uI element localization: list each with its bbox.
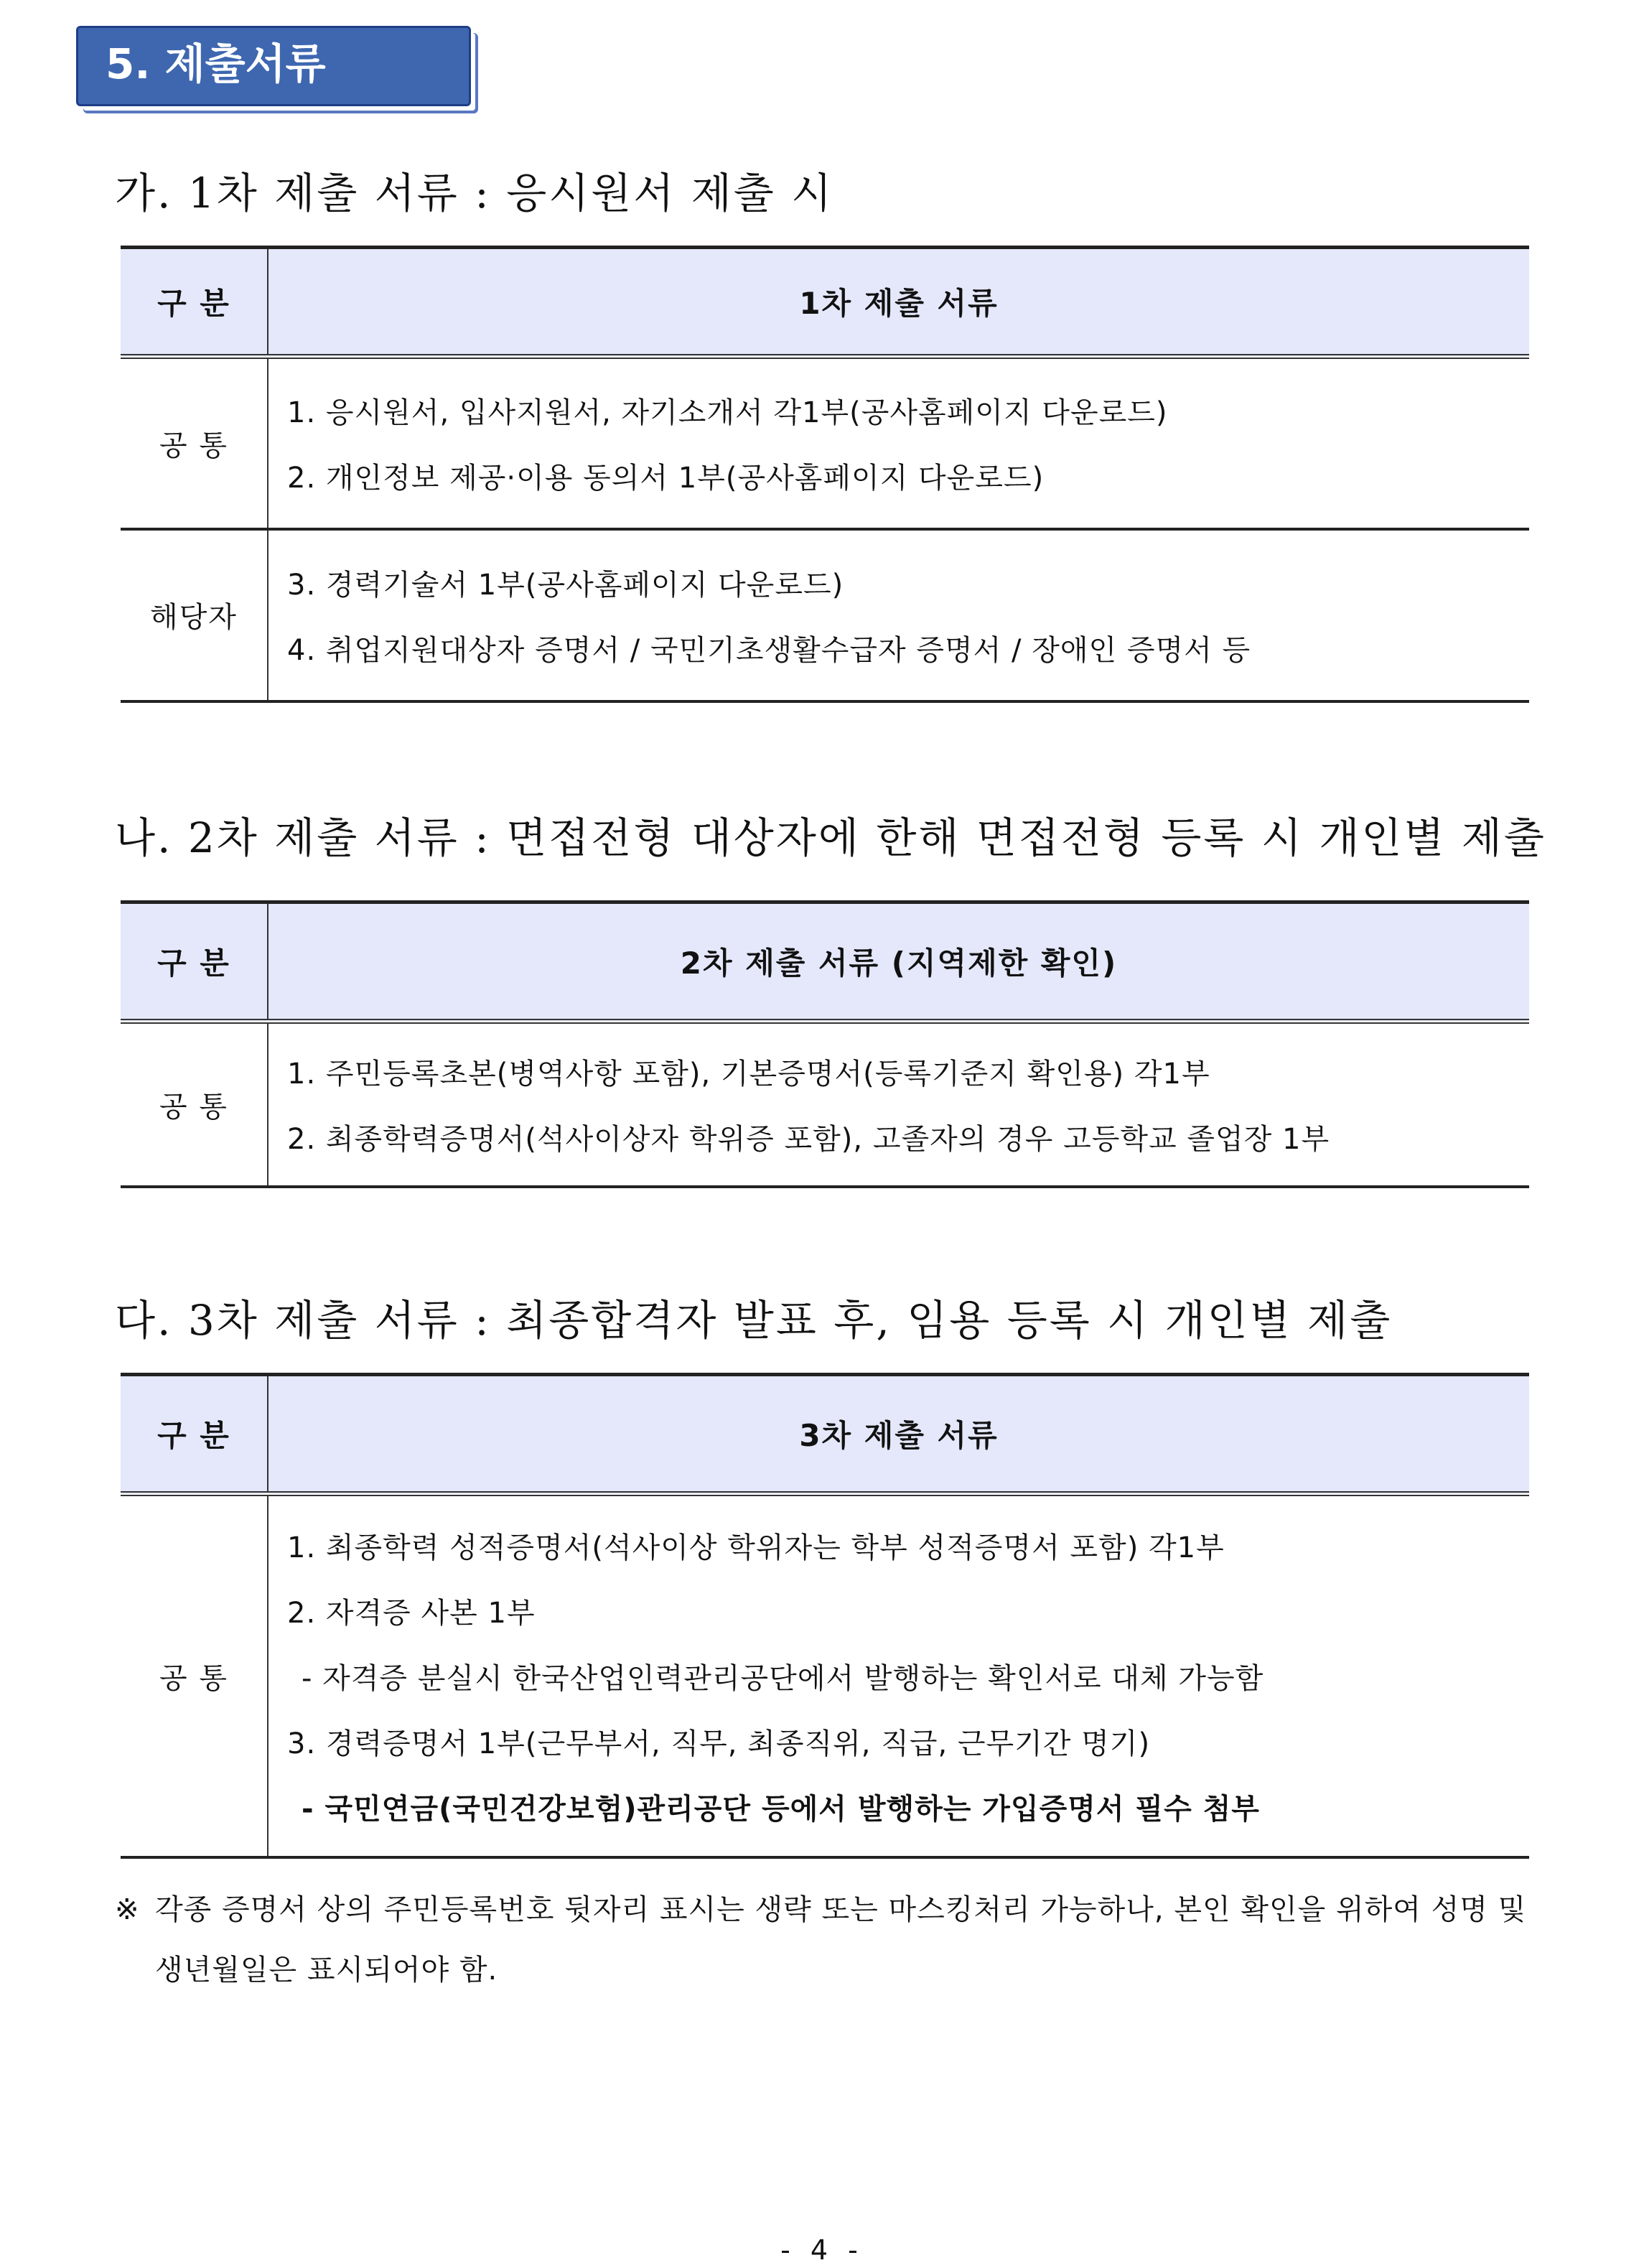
- table-first-submission: [121, 246, 1529, 703]
- header-category: 구 분: [121, 248, 268, 357]
- note-line-1: 각종 증명서 상의 주민등록번호 뒷자리 표시는 생략 또는 마스킹처리 가능하나, 본인 확인을 위하여 성명 및: [155, 1893, 1527, 1926]
- row-docs: [268, 1022, 1529, 1187]
- doc-line: 2. 자격증 사본 1부: [287, 1596, 536, 1630]
- header-category: 구 분: [121, 902, 268, 1022]
- row-category: 공 통: [121, 357, 268, 529]
- header-docs: 2차 제출 서류 (지역제한 확인): [268, 902, 1529, 1022]
- table-row: [121, 1494, 1529, 1857]
- row-category: 해당자: [121, 529, 268, 701]
- header-docs: 3차 제출 서류: [268, 1375, 1529, 1494]
- row-category: 공 통: [121, 1494, 268, 1857]
- section-heading-2: 나. 2차 제출 서류 : 면접전형 대상자에 한해 면접전형 등록 시 개인별 제출: [115, 813, 1546, 862]
- note-line-2: 생년월일은 표시되어야 함.: [155, 1954, 498, 1987]
- row-docs: [268, 529, 1529, 701]
- doc-line: 2. 개인정보 제공·이용 동의서 1부(공사홈페이지 다운로드): [287, 462, 1045, 495]
- page-title: 5. 제출서류: [76, 26, 471, 106]
- table-row: [121, 1022, 1529, 1187]
- table-row: [121, 529, 1529, 701]
- doc-line: 4. 취업지원대상자 증명서 / 국민기초생활수급자 증명서 / 장애인 증명서 등: [287, 633, 1251, 667]
- table-third-submission: [121, 1373, 1529, 1859]
- doc-subline-emphasis: - 국민연금(국민건강보험)관리공단 등에서 발행하는 가입증명서 필수 첨부: [302, 1792, 1260, 1826]
- doc-line: 1. 주민등록초본(병역사항 포함), 기본증명서(등록기준지 확인용) 각1부: [287, 1058, 1210, 1091]
- footnote: [115, 1880, 1533, 2000]
- table-row: [121, 357, 1529, 529]
- table-second-submission: [121, 900, 1529, 1188]
- table-header-row: [121, 1375, 1529, 1494]
- page-number: - 4 -: [780, 2234, 864, 2266]
- doc-line: 1. 응시원서, 입사지원서, 자기소개서 각1부(공사홈페이지 다운로드): [287, 396, 1168, 430]
- section-heading-3: 다. 3차 제출 서류 : 최종합격자 발표 후, 임용 등록 시 개인별 제출: [115, 1296, 1393, 1345]
- row-category: 공 통: [121, 1022, 268, 1187]
- doc-line: 2. 최종학력증명서(석사이상자 학위증 포함), 고졸자의 경우 고등학교 졸업장 1부: [287, 1123, 1330, 1157]
- table-header-row: [121, 248, 1529, 357]
- doc-subline: - 자격증 분실시 한국산업인력관리공단에서 발행하는 확인서로 대체 가능함: [302, 1661, 1264, 1695]
- header-docs: 1차 제출 서류: [268, 248, 1529, 357]
- doc-line: 1. 최종학력 성적증명서(석사이상 학위자는 학부 성적증명서 포함) 각1부: [287, 1531, 1225, 1564]
- table-header-row: [121, 902, 1529, 1022]
- section-heading-1: 가. 1차 제출 서류 : 응시원서 제출 시: [115, 169, 834, 218]
- row-docs: [268, 1494, 1529, 1857]
- header-category: 구 분: [121, 1375, 268, 1494]
- doc-line: 3. 경력기술서 1부(공사홈페이지 다운로드): [287, 568, 844, 602]
- row-docs: [268, 357, 1529, 529]
- note-mark: ※: [115, 1893, 140, 1926]
- doc-line: 3. 경력증명서 1부(근무부서, 직무, 최종직위, 직급, 근무기간 명기): [287, 1727, 1151, 1760]
